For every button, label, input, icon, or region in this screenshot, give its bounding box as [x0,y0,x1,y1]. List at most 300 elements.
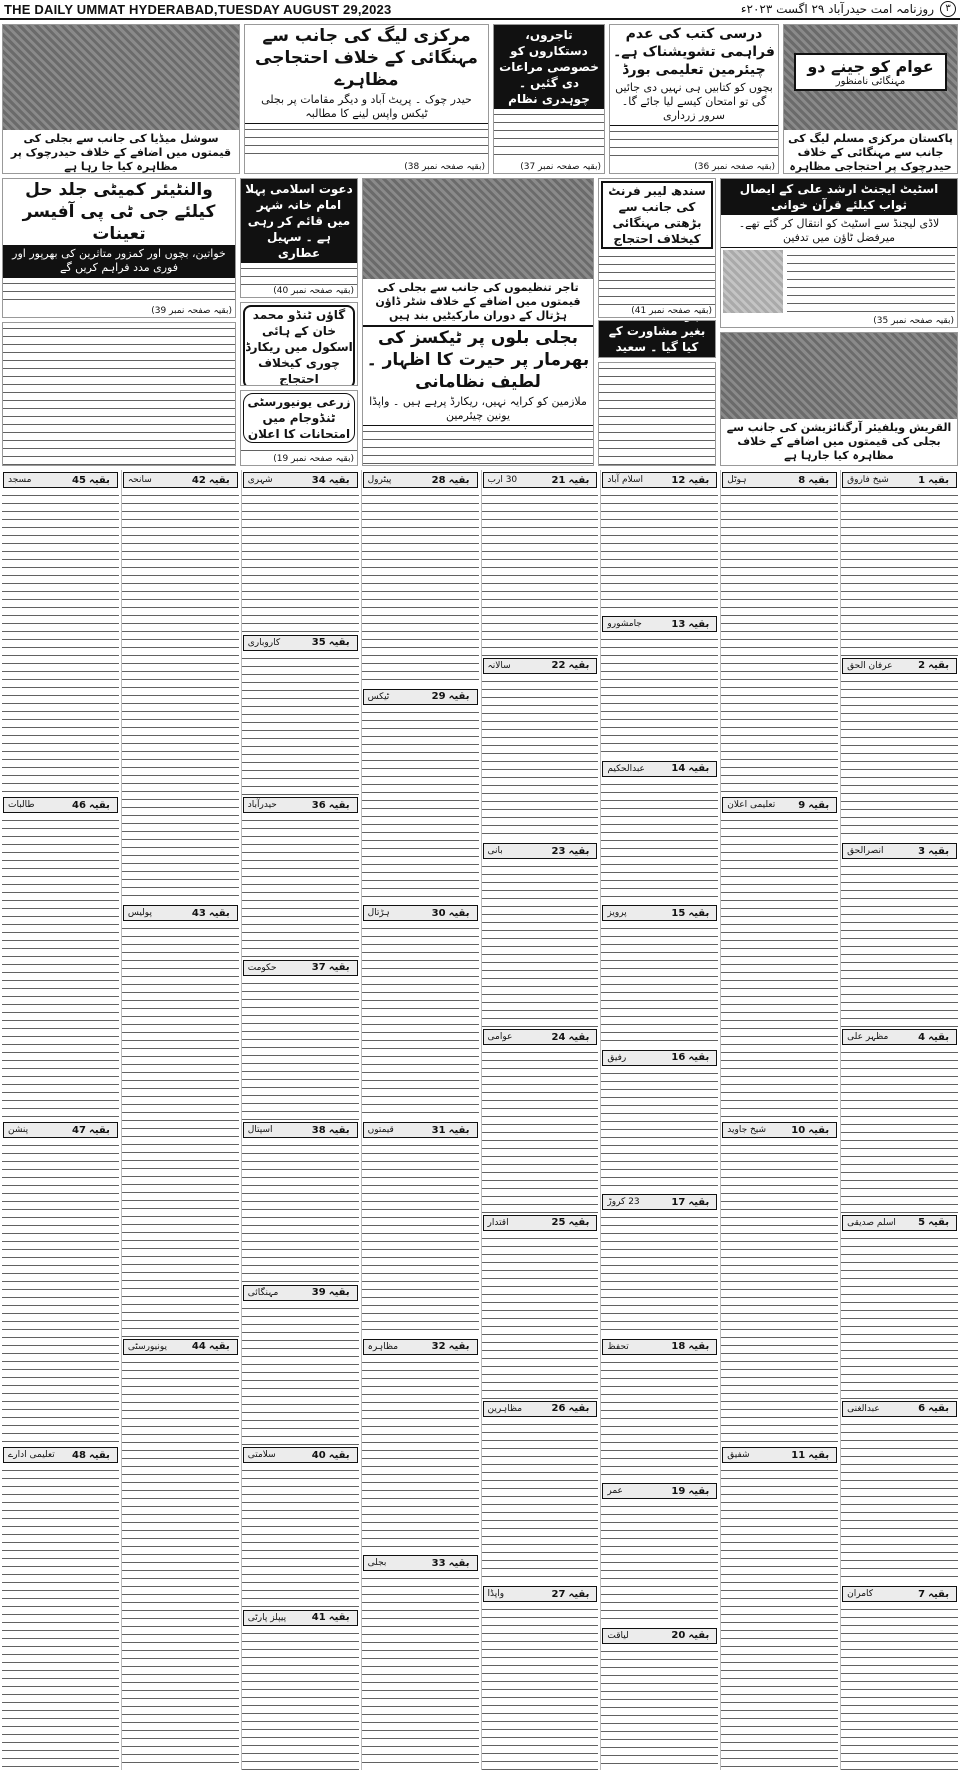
continuation-prefix: بقیہ [448,1557,470,1569]
continuation-index: 35 [311,637,326,648]
continuation-number [671,1197,712,1208]
continuation-prefix: بقیہ [688,1630,710,1641]
protest-photo [784,25,957,130]
continued-label: (بقیہ صفحہ نمبر 39) [151,306,232,316]
continuation-header [602,616,717,632]
continuation-number [312,637,353,648]
continuation-index: 15 [671,907,686,919]
body-text [601,634,718,758]
continuation-header [243,960,358,976]
continuation-number [432,908,473,919]
continuation-number [432,691,473,702]
body-text [601,490,718,614]
body-text [482,1233,599,1399]
continuation-title: مظاہرین [487,1403,523,1414]
headline: تاجروں، دستکاروں کو خصوصی مراعات دی گئیں ۔ چوہدری نظام [494,25,604,109]
upper-band [0,178,960,466]
continuation-prefix: بقیہ [568,1403,590,1415]
headline: دعوت اسلامی پہلا امام خانہ شہر میں قائم کر رہی ہے ۔ سہیل عطاری [241,179,357,263]
continuation-title: اسپتال [247,1125,273,1135]
continuation-column [840,470,958,1770]
continuation-number [671,619,712,630]
continuation-title: سالانہ [487,660,511,671]
continuation-header [3,1122,118,1138]
body-text [482,1604,599,1770]
story-traders [493,24,605,174]
continuation-column [121,470,239,1770]
continuation-header [363,689,478,705]
body-text [841,1419,958,1585]
continuation-number [312,800,353,811]
body-text [599,363,715,465]
continuation-title: بجلی [367,1558,387,1569]
continuation-title: رفیق [607,1052,627,1063]
continuation-index: 30 [431,907,446,919]
continuation-index: 34 [311,474,326,486]
continuation-number [72,1450,113,1461]
continuation-index: 41 [311,1612,326,1623]
continuation-number [918,475,952,486]
continuation-number [552,1403,593,1414]
continuation-index: 24 [551,1031,566,1043]
continuation-header [602,472,717,488]
continuation-number [552,846,593,857]
continuation-prefix: بقیہ [688,474,710,486]
continuation-prefix: بقیہ [448,907,470,919]
continuation-index: 2 [918,660,926,672]
continuation-number [918,846,952,857]
body-text [2,1465,119,1770]
continuation-title: عبدالغنی [847,1403,880,1414]
body-text [3,323,235,465]
continuation-header [3,472,118,488]
continuation-header [483,1401,598,1417]
continuation-header [483,1586,598,1602]
body-text [2,815,119,1120]
continuation-number [918,1217,952,1228]
body-text [362,1573,479,1770]
continuation-prefix: بقیہ [328,1612,350,1623]
continuation-header [483,472,598,488]
body-text [241,263,357,285]
story-school-record [240,302,358,386]
body-text [721,490,838,795]
continuation-prefix: بقیہ [928,1403,949,1415]
body-text [841,1047,958,1213]
continuation-header [722,472,837,488]
continuation-header [842,1215,957,1231]
story-strike [598,320,716,358]
body-text [494,109,604,161]
continuation-title: 30 ارب [487,475,518,485]
continuation-title: پرویز [607,908,627,919]
continuation-prefix: بقیہ [328,1287,350,1298]
continuation-number [192,908,233,919]
body-text [601,779,718,903]
continuation-index: 9 [798,799,806,811]
body-text [2,490,119,795]
continuation-number [918,1589,952,1600]
continuation-index: 14 [671,763,686,775]
body-text [245,124,488,161]
masthead-urdu: روزنامہ امت حیدرآباد ۲۹ اگست ۲۰۲۳ء [740,2,934,16]
body-text [601,1646,718,1770]
continuation-prefix: بقیہ [928,1217,949,1229]
continuation-header [842,843,957,859]
continuation-column [481,470,599,1770]
continuation-header [842,1401,957,1417]
continuation-prefix: بقیہ [448,691,470,703]
continuation-title: لیاقت [607,1630,629,1641]
continuation-prefix: بقیہ [568,845,590,857]
story-university [240,390,358,466]
body-text [242,978,359,1121]
body-text [601,1212,718,1336]
continuation-header [243,1285,358,1301]
continued-label: (بقیہ صفحہ نمبر 36) [694,162,775,172]
continuation-index: 5 [918,1217,926,1229]
body-text [362,923,479,1120]
story-league-protest [244,24,489,174]
continuation-index: 16 [671,1052,686,1064]
continued-label: (بقیہ صفحہ نمبر 37) [520,162,601,172]
continuation-index: 40 [311,1449,326,1461]
body-text [601,1068,718,1192]
body-text [721,1465,838,1770]
continuation-title: تعلیمی ادارے [8,1450,55,1460]
photo-caption: القریش ویلفیئر آرگنائزیشن کی جانب سے بجلی کی قیمتوں میں اضافے کے خلاف مظاہرہ کیا جارہا ہے [726,421,952,462]
story-shutter-down [362,178,594,466]
continuation-title: قیمتوں [367,1125,394,1136]
continuation-index: 20 [671,1630,686,1641]
body-text [601,1357,718,1481]
continuation-index: 46 [72,799,86,811]
continuation-number [72,1125,113,1136]
continuation-header [3,1447,118,1463]
continuation-number [918,660,952,671]
continuation-prefix: بقیہ [328,799,350,811]
story-quran-khwani [720,178,958,328]
continuation-header [602,905,717,921]
continuation-index: 33 [431,1557,446,1569]
continuation-index: 22 [551,660,566,672]
continuation-index: 43 [191,907,206,919]
continuation-header [602,1194,717,1210]
continuation-title: پیٹرول [367,475,392,485]
continuation-title: بانی [487,846,503,857]
continuation-index: 13 [671,618,686,630]
continuation-title: اسلام آباد [607,475,643,485]
body-text [841,861,958,1027]
headline: بجلی بلوں پر ٹیکسز کی بھرمار پر حیرت کا اظہار ۔ لطیف نظامانی [363,325,593,393]
photo-banner-title: عوام کو جینے دو [807,57,934,76]
continuation-index: 21 [551,474,566,486]
headline: گاؤں ٹنڈو محمد خان کے ہائی اسکول میں ریکارڈ چوری کیخلاف احتجاج [243,305,355,386]
continuation-number [312,475,353,486]
continuation-prefix: بقیہ [688,1196,710,1208]
headline: سندھ لیبر فرنٹ کی جانب سے بڑھتی مہنگائی کیخلاف احتجاج [601,181,713,249]
continuation-number [552,1589,593,1600]
continuation-header [123,905,238,921]
body-text [122,923,239,1336]
continuation-prefix: بقیہ [928,845,949,857]
continuation-number [671,908,712,919]
continuation-number [918,1403,952,1414]
continuation-index: 42 [191,474,206,486]
body-text [362,707,479,904]
body-text [242,815,359,958]
continuation-prefix: بقیہ [328,474,350,486]
continuation-index: 37 [311,962,326,973]
continuation-header [483,1215,598,1231]
continuation-prefix: بقیہ [688,618,710,630]
continuation-title: طالبات [8,800,35,810]
continuation-number [552,475,593,486]
continuation-prefix: بقیہ [808,799,830,811]
continuation-prefix: بقیہ [328,1124,350,1136]
continuation-title: تعلیمی اعلان [727,800,776,810]
body-text [122,1357,239,1770]
continuation-number [671,1052,712,1063]
continuation-column [2,470,119,1770]
continuation-prefix: بقیہ [568,660,590,672]
continuation-column [600,470,718,1770]
body-text [363,426,593,465]
continuation-number [72,475,113,486]
continuation-index: 32 [431,1341,446,1353]
portrait-photo [723,250,783,313]
continuation-prefix: بقیہ [328,962,350,973]
continuation-number [552,1032,593,1043]
headline: درسی کتب کی عدم فراہمی تشویشناک ہے۔ چیئرمین تعلیمی بورڈ [613,26,775,78]
continuation-columns [0,470,960,1770]
subheadline: حیدر چوک ۔ پریٹ آباد و دیگر مقامات پر بجلی ٹیکس واپس لینے کا مطالبہ [245,91,488,124]
body-text [841,1233,958,1399]
body-text [242,1140,359,1283]
headline: زرعی یونیورسٹی ٹنڈوجام میں امتحانات کا اعلان [243,393,355,443]
continued-label: (بقیہ صفحہ نمبر 19) [273,454,354,464]
continuation-title: حیدرآباد [247,800,277,810]
protest-photo [721,333,957,419]
continuation-prefix: بقیہ [928,1031,949,1043]
continuation-prefix: بقیہ [688,763,710,775]
continuation-index: 1 [918,474,926,486]
continuation-title: تحفظ [607,1341,629,1352]
continuation-index: 3 [918,845,926,857]
continuation-index: 29 [431,691,446,703]
story-volunteer-committee [2,178,236,318]
body-text [242,1465,359,1608]
continuation-number [552,660,593,671]
body-text [242,1303,359,1446]
continuation-header [243,472,358,488]
continuation-prefix: بقیہ [688,907,710,919]
continuation-header [842,1029,957,1045]
continuation-header [3,797,118,813]
subheadline: لاڈی لیجنڈ سے اسٹیٹ کو انتقال کر گئے تھے۔ میرفضل ٹاؤن میں تدفین [721,215,957,248]
headline: والنٹیئر کمیٹی جلد حل کیلئے جی ٹی پی آفیسر تعینات [22,180,216,244]
continuation-title: مظاہرہ [367,1341,399,1352]
continuation-header [243,1610,358,1626]
continuation-number [798,475,832,486]
subheadline: بچوں کو کتابیں ہی نہیں دی جائیں گی تو امتحان کیسے لیا جائے گا۔ سرور زرداری [610,79,778,126]
continuation-header [602,761,717,777]
continuation-number [432,475,473,486]
continuation-prefix: بقیہ [88,1449,110,1461]
continuation-title: ہڑتال [367,908,390,919]
continuation-number [432,1558,473,1569]
continuation-number [72,800,113,811]
continuation-header [602,1339,717,1355]
continuation-number [671,1630,712,1641]
continuation-prefix: بقیہ [208,1341,230,1353]
continuation-index: 47 [72,1124,86,1136]
continuation-number [798,800,832,811]
continuation-index: 45 [72,474,86,486]
continuation-header [483,658,598,674]
continuation-title: واپڈا [487,1589,505,1600]
story-muslim-league-photo [783,24,958,174]
continuation-prefix: بقیہ [208,474,230,486]
continuation-title: مسجد [8,475,32,485]
body-text [787,250,955,313]
continuation-index: 4 [918,1031,926,1043]
continuation-number [671,1341,712,1352]
photo-caption: سوشل میڈیا کی جانب سے بجلی کی قیمتوں میں اضافے کے خلاف حیدرچوک پر مظاہرہ کیا جا رہا ہے [10,132,232,173]
continuation-prefix: بقیہ [328,637,350,648]
continuation-header [123,1339,238,1355]
continuation-title: مہنگائی [247,1287,279,1298]
continuation-title: ٹیکس [367,691,390,702]
continuation-column [720,470,838,1770]
continuation-index: 12 [671,474,686,486]
top-stories [0,24,960,174]
subheadline: ملازمین کو کرایہ نہیں، ریکارڈ پرہے ہیں ۔ واپڈا یونین چیئرمین [363,393,593,426]
story-social-media-photo [2,24,240,174]
continuation-number [791,1125,832,1136]
continuation-index: 25 [551,1217,566,1229]
body-text [242,1628,359,1771]
continuation-index: 19 [671,1485,686,1497]
continuation-header [363,472,478,488]
continuation-prefix: بقیہ [928,1588,949,1600]
body-text [841,676,958,842]
story-qureshi-protest [720,332,958,466]
continuation-header [363,1122,478,1138]
body-text [721,815,838,1120]
story-dawat-islami [240,178,358,298]
continuation-number [432,1341,473,1352]
continuation-index: 17 [671,1196,686,1208]
photo-banner-sub: مہنگائی نامنظور [835,76,906,87]
protest-photo [3,25,239,130]
body-text [482,861,599,1027]
continuation-number [312,962,353,973]
masthead [0,0,960,20]
continuation-title: شیخ جاوید [727,1125,767,1135]
continuation-prefix: بقیہ [568,1588,590,1600]
continuation-title: حکومت [247,962,277,973]
headline: اسٹیٹ ایجنٹ ارشد علی کے ایصال ثواب کیلئے قرآن خوانی [721,179,957,215]
continuation-title: مظہر علی [847,1032,889,1043]
continuation-header [842,658,957,674]
continuation-header [602,1050,717,1066]
continuation-number [432,1125,473,1136]
continuation-header [722,797,837,813]
continued-label: (بقیہ صفحہ نمبر 40) [273,286,354,296]
continuation-index: 48 [72,1449,86,1461]
continuation-title: شہری [247,475,273,485]
continuation-number [671,763,712,774]
continuation-prefix: بقیہ [688,1052,710,1064]
continuation-title: ہوٹل [727,475,747,485]
continuation-title: انصرالحق [847,846,884,857]
continuation-column [241,470,359,1770]
continuation-prefix: بقیہ [208,907,230,919]
body-text [242,490,359,633]
continuation-index: 39 [311,1287,326,1298]
continuation-prefix: بقیہ [928,660,949,672]
continuation-prefix: بقیہ [688,1485,710,1497]
body-text [482,676,599,842]
continuation-prefix: بقیہ [808,1124,830,1136]
continuation-prefix: بقیہ [88,474,110,486]
continuation-header [483,1029,598,1045]
continuation-title: پولیس [127,908,152,919]
continuation-title: سانحہ [127,475,152,485]
continuation-number [192,475,233,486]
continuation-header [722,1447,837,1463]
body-text [599,251,715,305]
continuation-prefix: بقیہ [928,474,949,486]
continuation-title: جامشورو [607,619,642,630]
continuation-title: شیخ فاروق [847,475,889,485]
continuation-title: شفیق [727,1450,750,1460]
continuation-prefix: بقیہ [688,1341,710,1353]
continuation-header [123,472,238,488]
subheadline: خواتین، بچوں اور کمزور متاثرین کی بھرپور اور فوری مدد فراہم کریں گے [3,245,235,278]
continuation-index: 23 [551,845,566,857]
continuation-index: 11 [791,1449,806,1461]
body-text [482,1419,599,1585]
headline: مرکزی لیگ کی جانب سے مہنگائی کے خلاف احتجاجی مظاہرے [255,26,478,90]
continuation-index: 28 [431,474,446,486]
photo-caption: تاجر تنظیموں کی جانب سے بجلی کی قیمتوں میں اضافے کے خلاف شٹر ڈاؤن ہڑتال کے دوران مارکیٹیں بند ہیں [375,281,581,322]
continuation-number [918,1032,952,1043]
continuation-title: اسلم صدیقی [847,1217,896,1228]
continuation-title: پیپلز پارٹی [247,1612,287,1623]
continuation-number [791,1450,832,1461]
photo-caption: پاکستان مرکزی مسلم لیگ کی جانب سے مہنگائی کے خلاف حیدرچوک پر احتجاجی مظاہرہ [788,132,953,173]
body-text [601,1501,718,1625]
continuation-index: 18 [671,1341,686,1353]
continuation-index: 8 [798,474,806,486]
continuation-title: پنشن [8,1125,29,1135]
continued-label: (بقیہ صفحہ نمبر 41) [631,306,712,316]
continuation-number [192,1341,233,1352]
body-text [3,278,235,305]
continuation-title: عمر [607,1486,623,1497]
sindh-body-cont [598,362,716,466]
continuation-index: 6 [918,1403,926,1415]
continuation-prefix: بقیہ [568,1217,590,1229]
body-text [362,490,479,687]
continuation-header [243,635,358,651]
continued-label: (بقیہ صفحہ نمبر 38) [404,162,485,172]
continuation-prefix: بقیہ [568,474,590,486]
story-body [721,248,957,315]
headline: بغیر مشاورت کے کیا گیا ۔ سعید [599,321,715,357]
